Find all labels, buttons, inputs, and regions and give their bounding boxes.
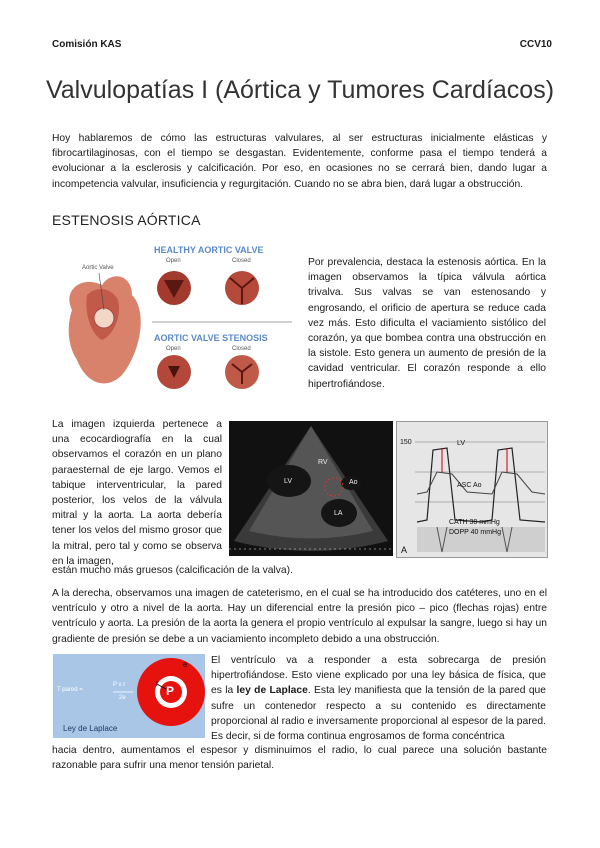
- echo-label-la: LA: [334, 510, 343, 517]
- stenosis-open-label: Open: [166, 346, 181, 352]
- cath-label-cath: CATH 38 mmHg: [449, 519, 500, 526]
- aortic-valve-label: Aortic Valve: [82, 265, 114, 271]
- laplace-text-2: . Esta ley manifiesta que la tensión de la pared que sufre un contenedor respecto a su contenido es directamente proporcional al radio e inversamente proporcional al espesor de la pared. Es decir, si de forma continua engrosamos de forma concéntrica: [211, 685, 546, 743]
- healthy-valve-title: HEALTHY AORTIC VALVE: [154, 245, 264, 255]
- pressure-tracing: [397, 422, 547, 557]
- aortic-valve-figure: [52, 240, 296, 404]
- laplace-p: P: [166, 684, 175, 698]
- cath-label-dopp: DOPP 40 mmHg: [449, 529, 501, 536]
- header-right: CCV10: [519, 39, 552, 50]
- laplace-paragraph-tail: hacia dentro, aumentamos el espesor y disminuimos el radio, lo cual parece una solución bastante razonable para sufrir una menor tensión parietal.: [52, 745, 547, 772]
- cath-paragraph: A la derecha, observamos una imagen de cateterismo, en el cual se ha introducido dos catéteres, uno en el ventrículo y otro a nivel de la aorta. Hay un diferencial entre la presión pico – pico (flechas rojas) entre ventrículo y aorta. La presión de la aorta la genera el propio ventrículo al expulsar la sangre, luego si hay un gradiente de presión se debe a un vaciamiento incompleto debido a una obstrucción.: [52, 588, 547, 645]
- laplace-caption: Ley de Laplace: [63, 724, 118, 733]
- header-left: Comisión KAS: [52, 39, 122, 50]
- echo-paragraph-tail: están mucho más gruesos (calcificación de la valva).: [52, 565, 293, 576]
- prevalence-paragraph: Por prevalencia, destaca la estenosis aórtica. En la imagen observamos la típica válvula aórtica trivalva. Sus valvas se van estenosando y engrosando, el orificio de apertura se reduce cada vez más. Esto dificulta el vaciamiento sistólico del corazón, ya que bombea contra una obstrucción en la sistole. Esto genera un aumento de presión de la cavidad ventricular. El corazón responde a ello hipertrofiándose.: [308, 257, 546, 390]
- laplace-e: e: [183, 660, 188, 669]
- laplace-r: r: [156, 679, 159, 688]
- catheterization-image: [396, 421, 548, 558]
- laplace-text-1: El ventrículo va a responder a esta sobrecarga de presión hipertrofiándose. Esto viene explicado por una ley básica de física, que es la: [211, 655, 546, 697]
- page-title: Valvulopatías I (Aórtica y Tumores Cardíacos): [45, 76, 555, 104]
- echo-label-ao: Ao: [349, 479, 358, 486]
- healthy-closed-label: Closed: [232, 258, 251, 264]
- laplace-paragraph: [211, 653, 546, 744]
- cath-label-asc-ao: ASC Ao: [457, 482, 482, 489]
- echo-sector: [229, 421, 393, 556]
- stenosis-valve-title: AORTIC VALVE STENOSIS: [154, 333, 268, 343]
- cath-label-a: A: [401, 545, 408, 555]
- stenosis-closed-label: Closed: [232, 346, 251, 352]
- laplace-formula-left: T pared =: [57, 687, 83, 693]
- echo-label-lv: LV: [284, 478, 293, 485]
- laplace-figure: [53, 654, 205, 738]
- section-title-estenosis: ESTENOSIS AÓRTICA: [52, 212, 201, 228]
- laplace-formula-num: P x r: [113, 682, 126, 688]
- cath-label-lv: LV: [457, 440, 466, 447]
- healthy-open-label: Open: [166, 258, 181, 264]
- echo-label-rv: RV: [318, 459, 328, 466]
- echocardiogram-image: [229, 421, 393, 556]
- echo-paragraph: La imagen izquierda pertenece a una ecocardiografía en la cual observamos el corazón en un plano paraesternal de eje largo. Vemos el tabique interventricular, la pared posterior, los velos de la válvula mitral y la aorta. La aorta debería tener los velos del mismo grosor que la mitral, pero tal y como se observa en la imagen,: [52, 419, 222, 567]
- laplace-law-bold: ley de Laplace: [236, 685, 308, 697]
- intro-paragraph: Hoy hablaremos de cómo las estructuras valvulares, al ser estructuras inicialmente elásticas y fibrocartilaginosas, con el tiempo se desgastan. Evidentemente, conforme pasa el tiempo tenderá a evolucionar a la esclerosis y calcificación. Por eso, en ocasiones no se cerrará bien, dando lugar a incompetencia valvular, insuficiencia y regurgitación. Cuando no se abra bien, dará lugar a obstrucción.: [52, 133, 547, 190]
- laplace-formula-den: 2e: [119, 695, 126, 701]
- cath-label-150: 150: [400, 439, 412, 446]
